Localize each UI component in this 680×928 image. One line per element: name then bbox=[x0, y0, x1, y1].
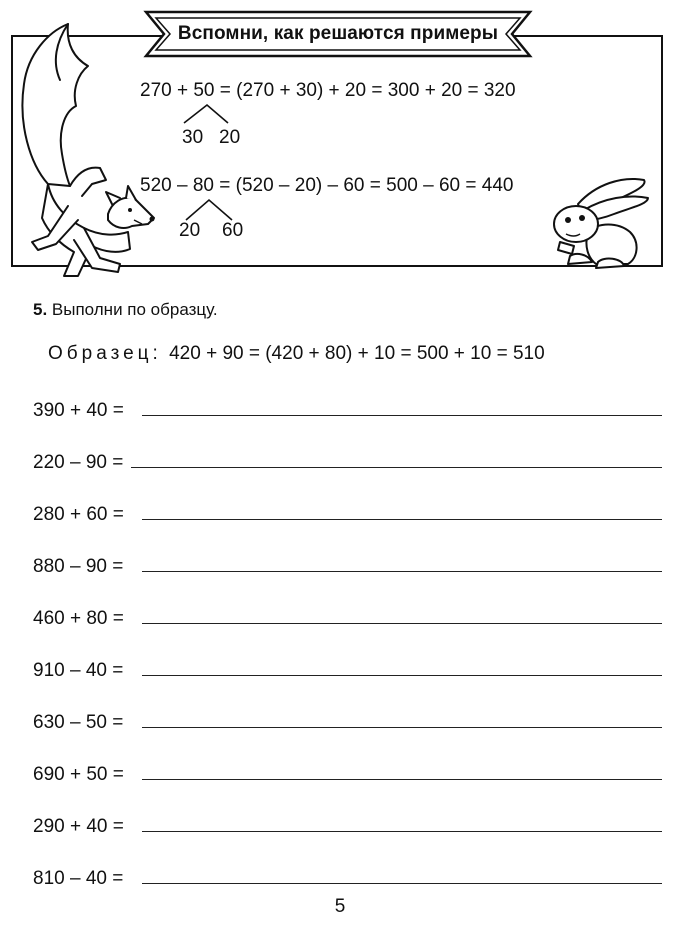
split-part-2a: 20 bbox=[179, 220, 201, 241]
answer-line[interactable] bbox=[142, 597, 662, 624]
split-part-1a: 30 bbox=[182, 127, 204, 148]
exercise-expression: 630 – 50 = bbox=[33, 712, 124, 733]
split-branch-1 bbox=[176, 103, 236, 125]
exercise-expression: 290 + 40 = bbox=[33, 816, 124, 837]
answer-line[interactable] bbox=[131, 441, 662, 468]
exercise-row bbox=[33, 760, 124, 786]
answer-line[interactable] bbox=[142, 701, 662, 728]
exercise-expression: 690 + 50 = bbox=[33, 764, 124, 785]
sample-label: Образец: bbox=[48, 343, 162, 364]
exercise-row bbox=[33, 448, 123, 474]
sample-line bbox=[48, 343, 545, 365]
exercise-row bbox=[33, 396, 124, 422]
split-part-2b: 60 bbox=[222, 220, 244, 241]
sample-equation: 420 + 90 = (420 + 80) + 10 = 500 + 10 = 510 bbox=[169, 343, 545, 364]
task-number: 5. bbox=[33, 300, 48, 319]
exercise-expression: 460 + 80 = bbox=[33, 608, 124, 629]
task-instruction: Выполни по образцу. bbox=[51, 300, 218, 319]
exercise-expression: 880 – 90 = bbox=[33, 556, 124, 577]
task-heading bbox=[33, 300, 218, 320]
exercise-expression: 910 – 40 = bbox=[33, 660, 124, 681]
exercise-expression: 220 – 90 = bbox=[33, 452, 124, 473]
exercise-row bbox=[33, 708, 123, 734]
exercise-row bbox=[33, 812, 124, 838]
answer-line[interactable] bbox=[142, 493, 662, 520]
banner-title: Вспомни, как решаются примеры bbox=[177, 23, 499, 44]
exercise-row bbox=[33, 552, 123, 578]
answer-line[interactable] bbox=[142, 649, 662, 676]
exercise-row bbox=[33, 656, 123, 682]
exercise-expression: 810 – 40 = bbox=[33, 868, 124, 889]
answer-line[interactable] bbox=[142, 857, 662, 884]
exercise-expression: 280 + 60 = bbox=[33, 504, 124, 525]
page-number: 5 bbox=[334, 896, 346, 917]
answer-line[interactable] bbox=[142, 389, 662, 416]
answer-line[interactable] bbox=[142, 753, 662, 780]
exercise-row bbox=[33, 604, 124, 630]
exercise-row bbox=[33, 500, 124, 526]
split-branch-2 bbox=[180, 198, 240, 222]
exercise-expression: 390 + 40 = bbox=[33, 400, 124, 421]
answer-line[interactable] bbox=[142, 545, 662, 572]
hare-icon bbox=[548, 172, 660, 272]
title-banner bbox=[140, 6, 536, 62]
split-part-1b: 20 bbox=[219, 127, 241, 148]
fox-icon bbox=[8, 14, 158, 279]
example-equation-2: 520 – 80 = (520 – 20) – 60 = 500 – 60 = 440 bbox=[140, 175, 514, 196]
exercise-row bbox=[33, 864, 123, 890]
example-equation-1: 270 + 50 = (270 + 30) + 20 = 300 + 20 = 320 bbox=[140, 80, 516, 101]
answer-line[interactable] bbox=[142, 805, 662, 832]
